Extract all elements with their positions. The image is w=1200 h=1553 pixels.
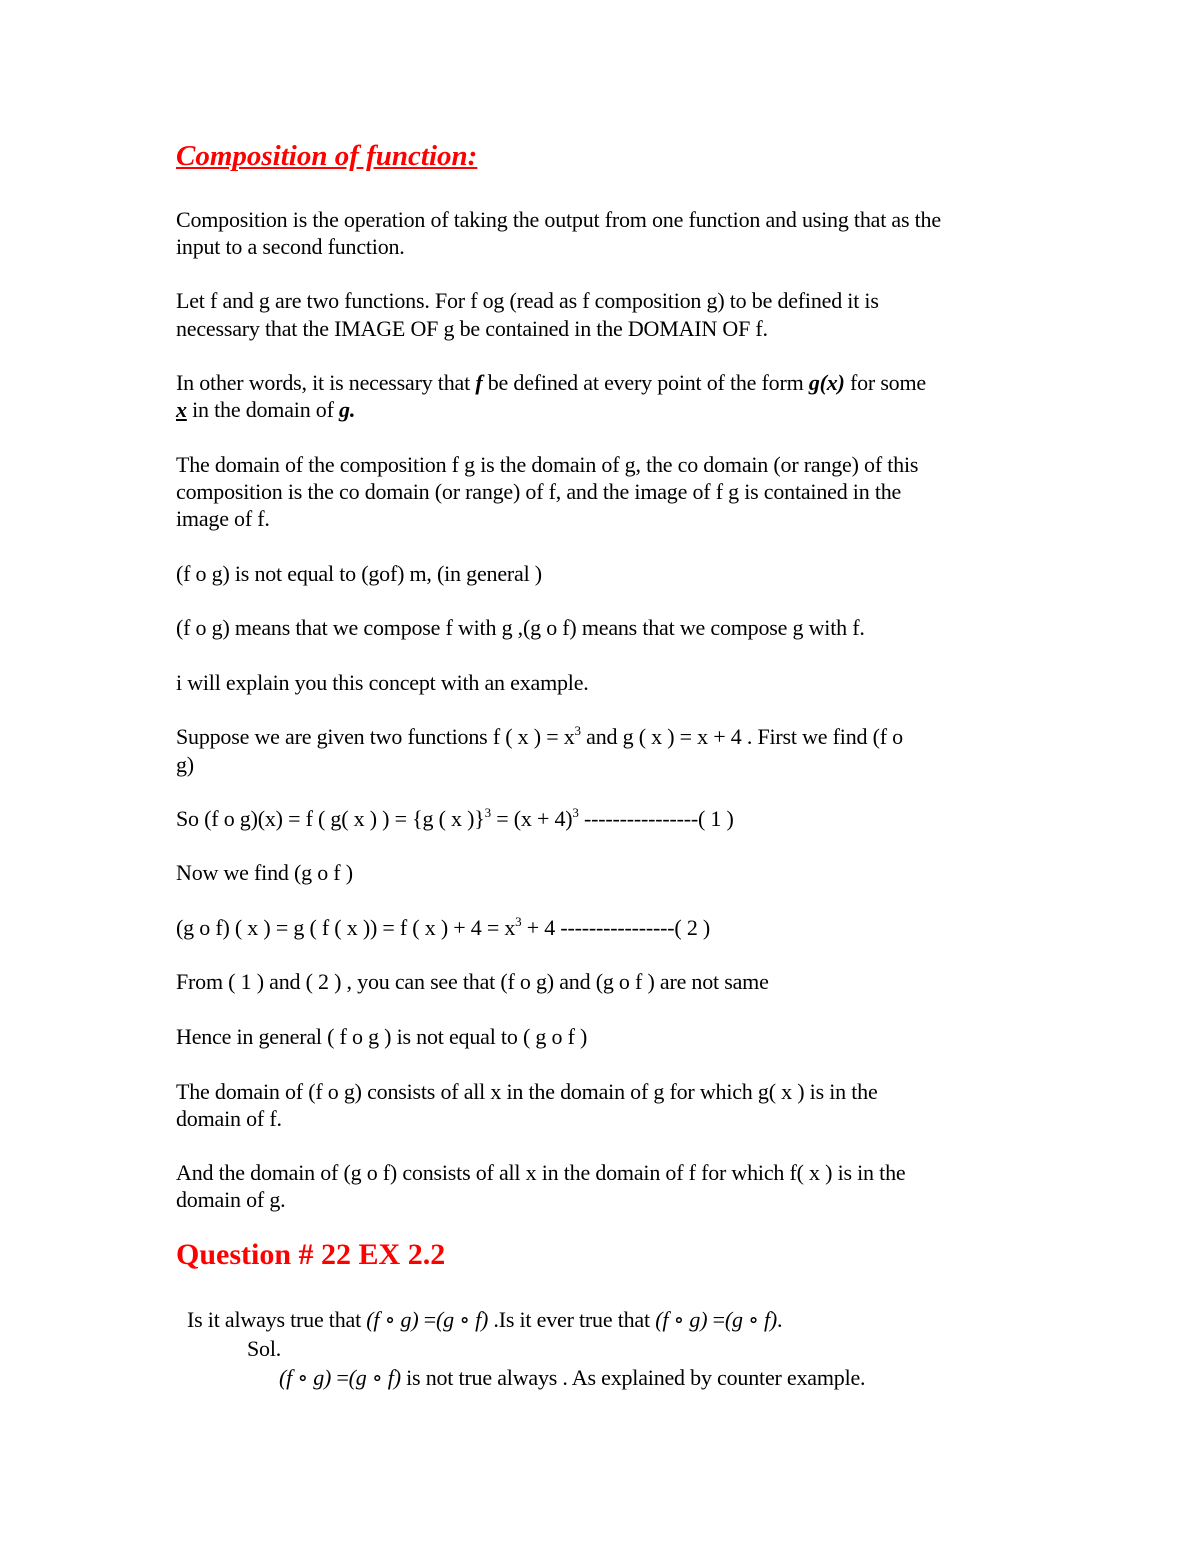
page-title: Composition of function: xyxy=(176,140,478,172)
text: So (f o g)(x) = f ( g( x ) ) = {g ( x )} xyxy=(176,806,485,831)
statement-hence: Hence in general ( f o g ) is not equal to ( g o f ) xyxy=(176,1024,588,1049)
domain-paragraph-line-2: composition is the co domain (or range) of f, and the image of f g is contained in the xyxy=(176,479,902,504)
math-gof: (g ∘ f) xyxy=(435,1307,489,1332)
superscript: 3 xyxy=(572,805,579,820)
equation-1 xyxy=(176,805,734,832)
text: Is it always true that xyxy=(187,1307,367,1332)
superscript: 3 xyxy=(574,723,581,738)
question-title: Question # 22 EX 2.2 xyxy=(176,1238,446,1271)
math-fog: (f ∘ g) xyxy=(279,1365,332,1390)
text: be defined at every point of the form xyxy=(482,370,809,395)
solution-label: Sol. xyxy=(247,1336,282,1361)
emphasis-f: f xyxy=(475,370,483,395)
text: = (x + 4) xyxy=(490,806,573,831)
text: (g o f) ( x ) = g ( f ( x )) = f ( x ) + 4 = x xyxy=(176,915,516,940)
other-words-line-2 xyxy=(176,396,355,423)
text: .Is it ever true that xyxy=(488,1307,656,1332)
domain-fog-line-1: The domain of (f o g) consists of all x in the domain of g for which g( x ) is in the xyxy=(176,1079,878,1104)
domain-paragraph-line-1: The domain of the composition f g is the domain of g, the co domain (or range) of this xyxy=(176,452,919,477)
math-equals: = xyxy=(418,1307,436,1332)
superscript: 3 xyxy=(484,805,491,820)
solution-answer xyxy=(279,1364,865,1391)
example-line-2: g) xyxy=(176,752,194,777)
statement-compose: (f o g) means that we compose f with g ,(g o f) means that we compose g with f. xyxy=(176,615,865,640)
math-gof: (g ∘ f) xyxy=(348,1365,401,1390)
math-fog: (f ∘ g) xyxy=(366,1307,419,1332)
domain-paragraph-line-3: image of f. xyxy=(176,506,270,531)
text: In other words, it is necessary that xyxy=(176,370,476,395)
math-equals: = xyxy=(331,1365,349,1390)
text: . xyxy=(777,1307,783,1332)
text: Suppose we are given two functions f ( x ) = x xyxy=(176,724,575,749)
domain-gof-line-2: domain of g. xyxy=(176,1187,286,1212)
definition-line-1: Let f and g are two functions. For f og (read as f composition g) to be defined it is xyxy=(176,288,879,313)
statement-explain: i will explain you this concept with an example. xyxy=(176,670,589,695)
math-fog: (f ∘ g) xyxy=(655,1307,708,1332)
equation-2 xyxy=(176,914,710,941)
text: ----------------( 1 ) xyxy=(578,806,734,831)
text: and g ( x ) = x + 4 . First we find (f o xyxy=(580,724,903,749)
question-text xyxy=(187,1306,782,1333)
statement-not-same: From ( 1 ) and ( 2 ) , you can see that (f o g) and (g o f ) are not same xyxy=(176,969,769,994)
text: for some xyxy=(844,370,926,395)
example-line-1 xyxy=(176,723,903,750)
math-equals: = xyxy=(707,1307,725,1332)
other-words-line-1 xyxy=(176,369,926,396)
intro-line-1: Composition is the operation of taking the output from one function and using that as the xyxy=(176,207,941,232)
math-gof: (g ∘ f) xyxy=(724,1307,778,1332)
emphasis-gx: g(x) xyxy=(808,370,845,395)
intro-line-2: input to a second function. xyxy=(176,234,405,259)
text: is not true always . As explained by counter example. xyxy=(400,1365,866,1390)
domain-fog-line-2: domain of f. xyxy=(176,1106,282,1131)
text: + 4 ----------------( 2 ) xyxy=(521,915,711,940)
emphasis-x: x xyxy=(176,397,187,422)
text: in the domain of xyxy=(186,397,340,422)
statement-not-equal: (f o g) is not equal to (gof) m, (in general ) xyxy=(176,561,542,586)
domain-gof-line-1: And the domain of (g o f) consists of all x in the domain of f for which f( x ) is in the xyxy=(176,1160,906,1185)
emphasis-g: g. xyxy=(339,397,356,422)
definition-line-2: necessary that the IMAGE OF g be contained in the DOMAIN OF f. xyxy=(176,316,768,341)
superscript: 3 xyxy=(515,914,522,929)
statement-find-gof: Now we find (g o f ) xyxy=(176,860,353,885)
